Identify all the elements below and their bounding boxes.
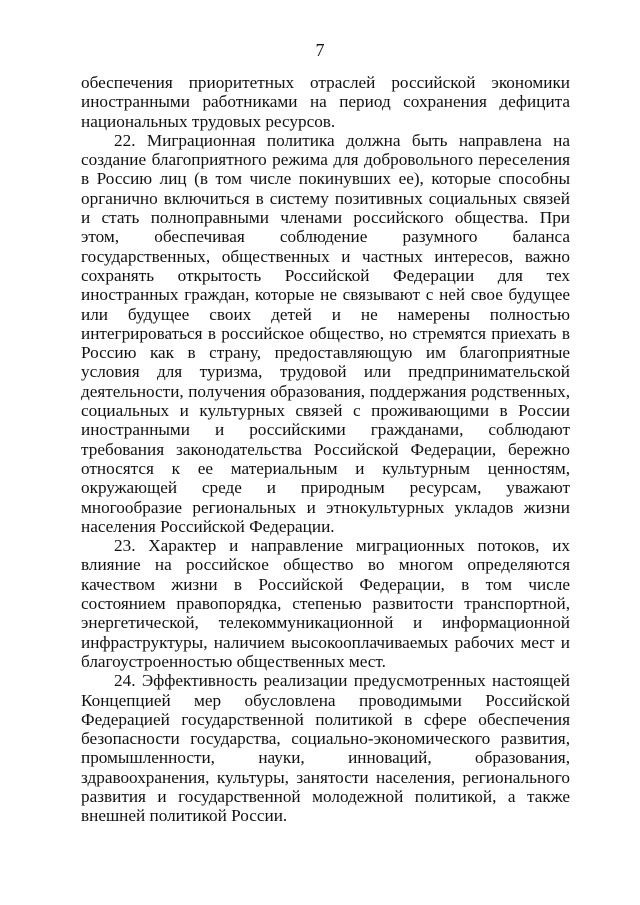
- document-body: [81, 73, 570, 826]
- paragraph-24: 24. Эффективность реализации предусмотренных настоящей Концепцией мер обусловлена проводимыми Российской Федерацией государственной политикой в сфере обеспечения безопасности государства, социально-экономического развития, промышленности, науки, инноваций, образования, здравоохранения, культуры, занятости населения, регионального развития и государственной молодежной политикой, а также внешней политикой России.: [81, 671, 570, 826]
- paragraph-23: 23. Характер и направление миграционных потоков, их влияние на российское общество во многом определяются качеством жизни в Российской Федерации, в том числе состоянием правопорядка, степенью развитости транспортной, энергетической, телекоммуникационной и информационной инфраструктуры, наличием высокооплачиваемых рабочих мест и благоустроенностью общественных мест.: [81, 536, 570, 671]
- page-number: 7: [315, 40, 325, 60]
- paragraph-continuation: обеспечения приоритетных отраслей российской экономики иностранными работниками на период сохранения дефицита национальных трудовых ресурсов.: [81, 73, 570, 131]
- paragraph-22: 22. Миграционная политика должна быть направлена на создание благоприятного режима для добровольного переселения в Россию лиц (в том числе покинувших ее), которые способны органично включиться в систему позитивных социальных связей и стать полноправными членами российского общества. При этом, обеспечивая соблюдение разумного баланса государственных, общественных и частных интересов, важно сохранять открытость Российской Федерации для тех иностранных граждан, которые не связывают с ней свое будущее или будущее своих детей и не намерены полностью интегрироваться в российское общество, но стремятся приехать в Россию как в страну, предоставляющую им благоприятные условия для туризма, трудовой или предпринимательской деятельности, получения образования, поддержания родственных, социальных и культурных связей с проживающими в России иностранными и российскими гражданами, соблюдают требования законодательства Российской Федерации, бережно относятся к ее материальным и культурным ценностям, окружающей среде и природным ресурсам, уважают многообразие региональных и этнокультурных укладов жизни населения Российской Федерации.: [81, 130, 570, 536]
